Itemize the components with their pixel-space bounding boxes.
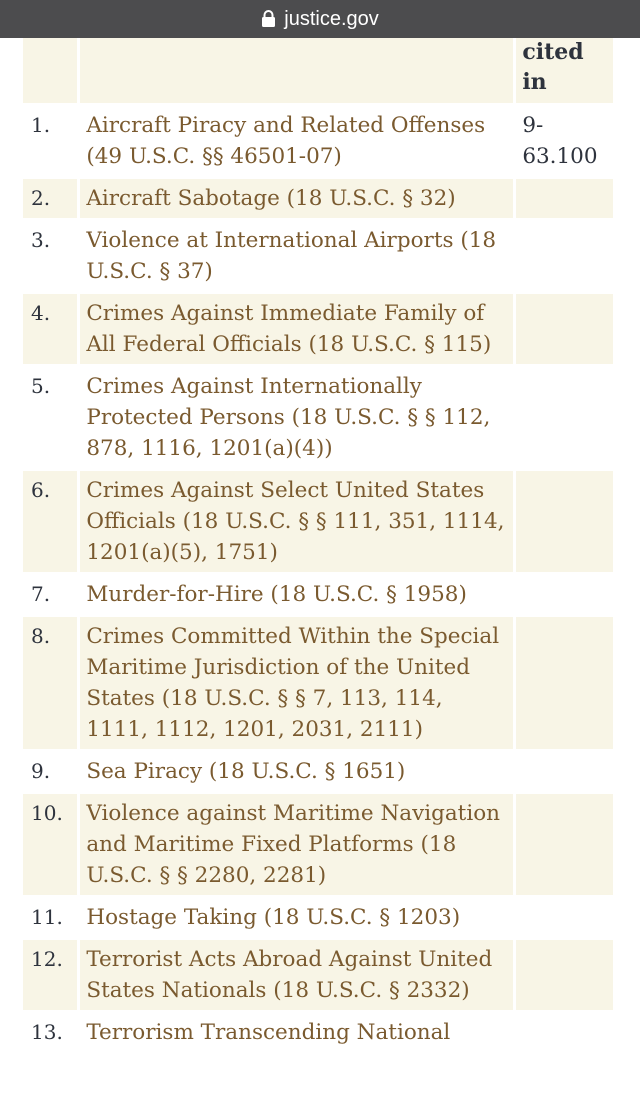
- offense-link[interactable]: Violence against Maritime Navigation and Maritime Fixed Platforms (18 U.S.C. § § 2280, 2281): [86, 801, 500, 888]
- offense-link[interactable]: Aircraft Sabotage (18 U.S.C. § 32): [86, 186, 456, 211]
- row-cited-cell: [516, 367, 613, 468]
- row-offense-cell: [80, 179, 513, 218]
- row-number: 5.: [23, 367, 77, 468]
- row-cited-cell: [516, 617, 613, 749]
- row-offense-cell: [80, 575, 513, 614]
- table-row: [23, 898, 613, 937]
- row-number: 3.: [23, 221, 77, 291]
- row-offense-cell: [80, 106, 513, 176]
- offense-link[interactable]: Hostage Taking (18 U.S.C. § 1203): [86, 905, 461, 930]
- row-number: 2.: [23, 179, 77, 218]
- row-offense-cell: [80, 794, 513, 895]
- table-row: [23, 367, 613, 468]
- row-cited-cell: [516, 221, 613, 291]
- table-row: [23, 752, 613, 791]
- row-cited-cell: [516, 898, 613, 937]
- table-row: [23, 940, 613, 1010]
- row-number: 10.: [23, 794, 77, 895]
- row-cited-cell: [516, 940, 613, 1010]
- header-cited-cell: cited in: [516, 37, 613, 103]
- table-row: [23, 794, 613, 895]
- row-offense-cell: [80, 367, 513, 468]
- offenses-table: [20, 34, 616, 1055]
- browser-url-bar[interactable]: [0, 0, 640, 38]
- lock-icon: [261, 10, 276, 27]
- row-cited-cell: [516, 179, 613, 218]
- offense-link[interactable]: Murder-for-Hire (18 U.S.C. § 1958): [86, 582, 467, 607]
- row-offense-cell: [80, 221, 513, 291]
- row-cited-cell: [516, 471, 613, 572]
- row-number: 13.: [23, 1013, 77, 1052]
- url-text: justice.gov: [284, 7, 379, 30]
- row-number: 11.: [23, 898, 77, 937]
- row-offense-cell: [80, 471, 513, 572]
- header-name-cell: [80, 37, 513, 103]
- offense-link[interactable]: Crimes Against Immediate Family of All Federal Officials (18 U.S.C. § 115): [86, 301, 492, 357]
- offense-link[interactable]: Terrorist Acts Abroad Against United States Nationals (18 U.S.C. § 2332): [86, 947, 493, 1003]
- row-offense-cell: [80, 898, 513, 937]
- row-cited-cell: [516, 752, 613, 791]
- offense-link[interactable]: Crimes Committed Within the Special Maritime Jurisdiction of the United States (18 U.S.C. § § 7, 113, 114, 1111, 1112, 1201, 2031, 2111): [86, 624, 500, 742]
- row-number: 9.: [23, 752, 77, 791]
- row-cited-cell: 9-63.100: [516, 106, 613, 176]
- offense-link[interactable]: Crimes Against Select United States Officials (18 U.S.C. § § 111, 351, 1114, 1201(a)(5), 1751): [86, 478, 505, 565]
- row-cited-cell: [516, 294, 613, 364]
- row-number: 6.: [23, 471, 77, 572]
- row-cited-cell: [516, 794, 613, 895]
- table-row: [23, 575, 613, 614]
- header-num-cell: [23, 37, 77, 103]
- row-offense-cell: [80, 940, 513, 1010]
- row-offense-cell: [80, 294, 513, 364]
- table-header-row: [23, 37, 613, 103]
- row-offense-cell: [80, 752, 513, 791]
- offense-link[interactable]: Sea Piracy (18 U.S.C. § 1651): [86, 759, 406, 784]
- row-offense-cell: [80, 617, 513, 749]
- table-row: [23, 617, 613, 749]
- row-cited-cell: [516, 1013, 613, 1052]
- row-number: 4.: [23, 294, 77, 364]
- row-offense-cell: [80, 1013, 513, 1052]
- offense-link[interactable]: Aircraft Piracy and Related Offenses (49 U.S.C. §§ 46501-07): [86, 113, 486, 169]
- offense-link[interactable]: Violence at International Airports (18 U.S.C. § 37): [86, 228, 497, 284]
- table-row: [23, 1013, 613, 1052]
- offense-link[interactable]: Crimes Against Internationally Protected Persons (18 U.S.C. § § 112, 878, 1116, 1201(a)(4)): [86, 374, 491, 461]
- table-row: [23, 471, 613, 572]
- row-number: 8.: [23, 617, 77, 749]
- table-row: [23, 179, 613, 218]
- offense-link[interactable]: Terrorism Transcending National: [86, 1020, 451, 1045]
- table-row: [23, 221, 613, 291]
- row-cited-cell: [516, 575, 613, 614]
- row-number: 12.: [23, 940, 77, 1010]
- table-row: [23, 294, 613, 364]
- row-number: 1.: [23, 106, 77, 176]
- table-row: [23, 106, 613, 176]
- row-number: 7.: [23, 575, 77, 614]
